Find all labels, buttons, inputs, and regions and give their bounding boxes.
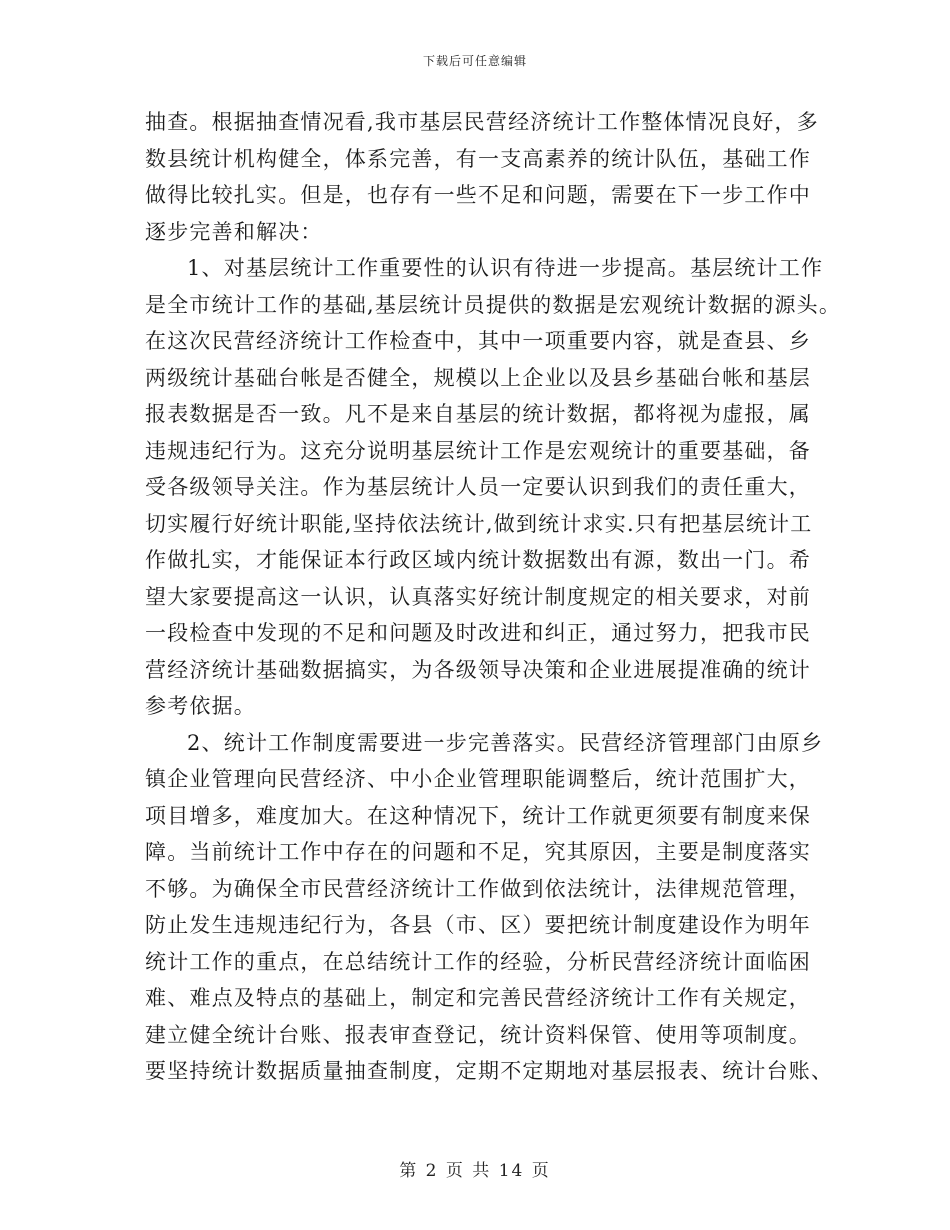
text-line: 受各级领导关注。作为基层统计人员一定要认识到我们的责任重大， (145, 475, 811, 499)
text-line: 切实履行好统计职能,坚持依法统计,做到统计求实.只有把基层统计工 (145, 511, 813, 536)
page-footer: 第 2 页 共 14 页 (399, 1161, 551, 1181)
text-line: 要坚持统计数据质量抽查制度，定期不定期地对基层报表、统计台账、 (145, 1059, 834, 1083)
text-line: 不够。为确保全市民营经济统计工作做到依法统计，法律规范管理， (145, 876, 811, 901)
text-line: 镇企业管理向民营经济、中小企业管理职能调整后，统计范围扩大， (145, 767, 811, 791)
text-line: 作做扎实，才能保证本行政区域内统计数据数出有源，数出一门。希 (145, 548, 811, 572)
text-line: 望大家要提高这一认识，认真落实好统计制度规定的相关要求，对前 (145, 584, 811, 609)
text-line: 数县统计机构健全，体系完善，有一支高素养的统计队伍，基础工作 (145, 146, 811, 171)
text-line: 两级统计基础台帐是否健全，规模以上企业以及县乡基础台帐和基层 (145, 365, 811, 390)
text-line: 营经济统计基础数据搞实，为各级领导决策和企业进展提准确的统计 (145, 657, 811, 682)
text-line: 项目增多，难度加大。在这种情况下，统计工作就更须要有制度来保 (145, 803, 811, 828)
text-line: 做得比较扎实。但是，也存有一些不足和问题，需要在下一步工作中 (145, 183, 811, 207)
body-text (145, 104, 842, 1090)
text-line: 逐步完善和解决： (145, 219, 323, 244)
page-header: 下载后可任意编辑 (422, 54, 527, 68)
text-line: 统计工作的重点，在总结统计工作的经验，分析民营经济统计面临困 (145, 949, 811, 974)
text-line: 抽查。根据抽查情况看,我市基层民营经济统计工作整体情况良好，多 (145, 110, 819, 134)
text-line: 违规违纪行为。这充分说明基层统计工作是宏观统计的重要基础，备 (145, 438, 811, 463)
text-line: 是全市统计工作的基础,基层统计员提供的数据是宏观统计数据的源头。 (145, 292, 842, 317)
text-line: 障。当前统计工作中存在的问题和不足，究其原因，主要是制度落实 (145, 840, 811, 864)
text-line: 难、难点及特点的基础上，制定和完善民营经济统计工作有关规定， (145, 986, 811, 1010)
paragraph-2-start: 2、统计工作制度需要进一步完善落实。民营经济管理部门由原乡 (187, 730, 824, 755)
text-line: 报表数据是否一致。凡不是来自基层的统计数据，都将视为虚报，属 (145, 402, 811, 426)
text-line: 一段检查中发现的不足和问题及时改进和纠正，通过努力，把我市民 (145, 621, 811, 645)
text-line: 建立健全统计台账、报表审查登记，统计资料保管、使用等项制度。 (145, 1022, 811, 1047)
paragraph-1-start: 1、对基层统计工作重要性的认识有待进一步提高。基层统计工作 (187, 256, 824, 280)
text-line: 参考依据。 (145, 694, 256, 718)
text-line: 在这次民营经济统计工作检查中，其中一项重要内容，就是查县、乡 (145, 329, 811, 353)
text-line: 防止发生违规违纪行为，各县（市、区）要把统计制度建设作为明年 (145, 913, 811, 937)
